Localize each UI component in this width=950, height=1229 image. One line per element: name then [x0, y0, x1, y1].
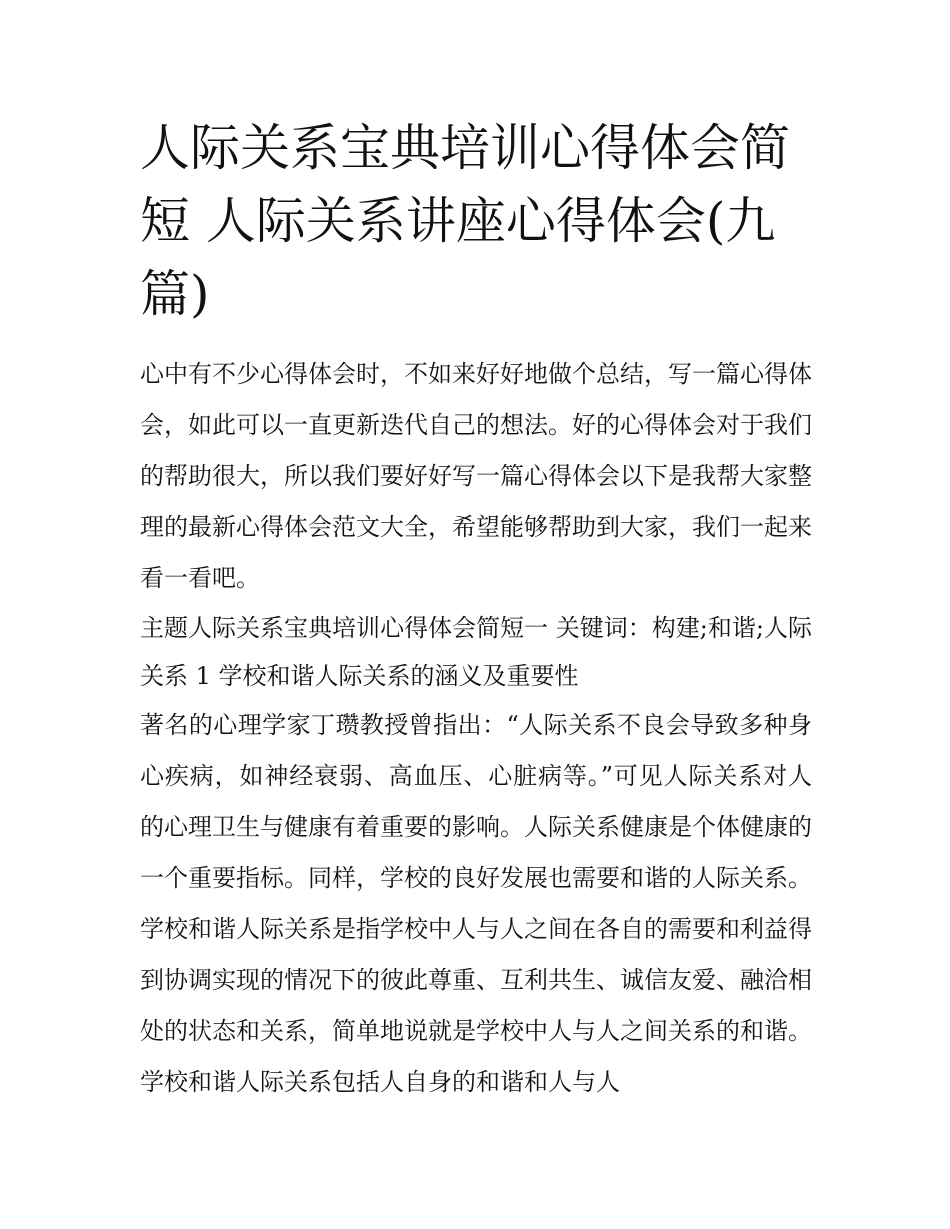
paragraph-body: 著名的心理学家丁瓒教授曾指出：“人际关系不良会导致多种身心疾病，如神经衰弱、高血压、心脏病等。”可见人际关系对人的心理卫生与健康有着重要的影响。人际关系健康是个体健康的一个重要指标。同样，学校的良好发展也需要和谐的人际关系。学校和谐人际关系是指学校中人与人之间在各自的需要和利益得到协调实现的情况下的彼此尊重、互利共生、诚信友爱、融洽相处的状态和关系，简单地说就是学校中人与人之间关系的和谐。学校和谐人际关系包括人自身的和谐和人与人	[140, 711, 812, 1096]
document-page	[140, 112, 812, 1108]
paragraph-intro: 心中有不少心得体会时，不如来好好地做个总结，写一篇心得体会，如此可以一直更新迭代自己的想法。好的心得体会对于我们的帮助很大，所以我们要好好写一篇心得体会以下是我帮大家整理的最新心得体会范文大全，希望能够帮助到大家，我们一起来看一看吧。	[140, 360, 812, 592]
document-title: 人际关系宝典培训心得体会简短 人际关系讲座心得体会(九篇)	[140, 119, 790, 323]
paragraph-topic: 主题人际关系宝典培训心得体会简短一 关键词：构建;和谐;人际关系 1 学校和谐人际关系的涵义及重要性	[140, 614, 812, 690]
